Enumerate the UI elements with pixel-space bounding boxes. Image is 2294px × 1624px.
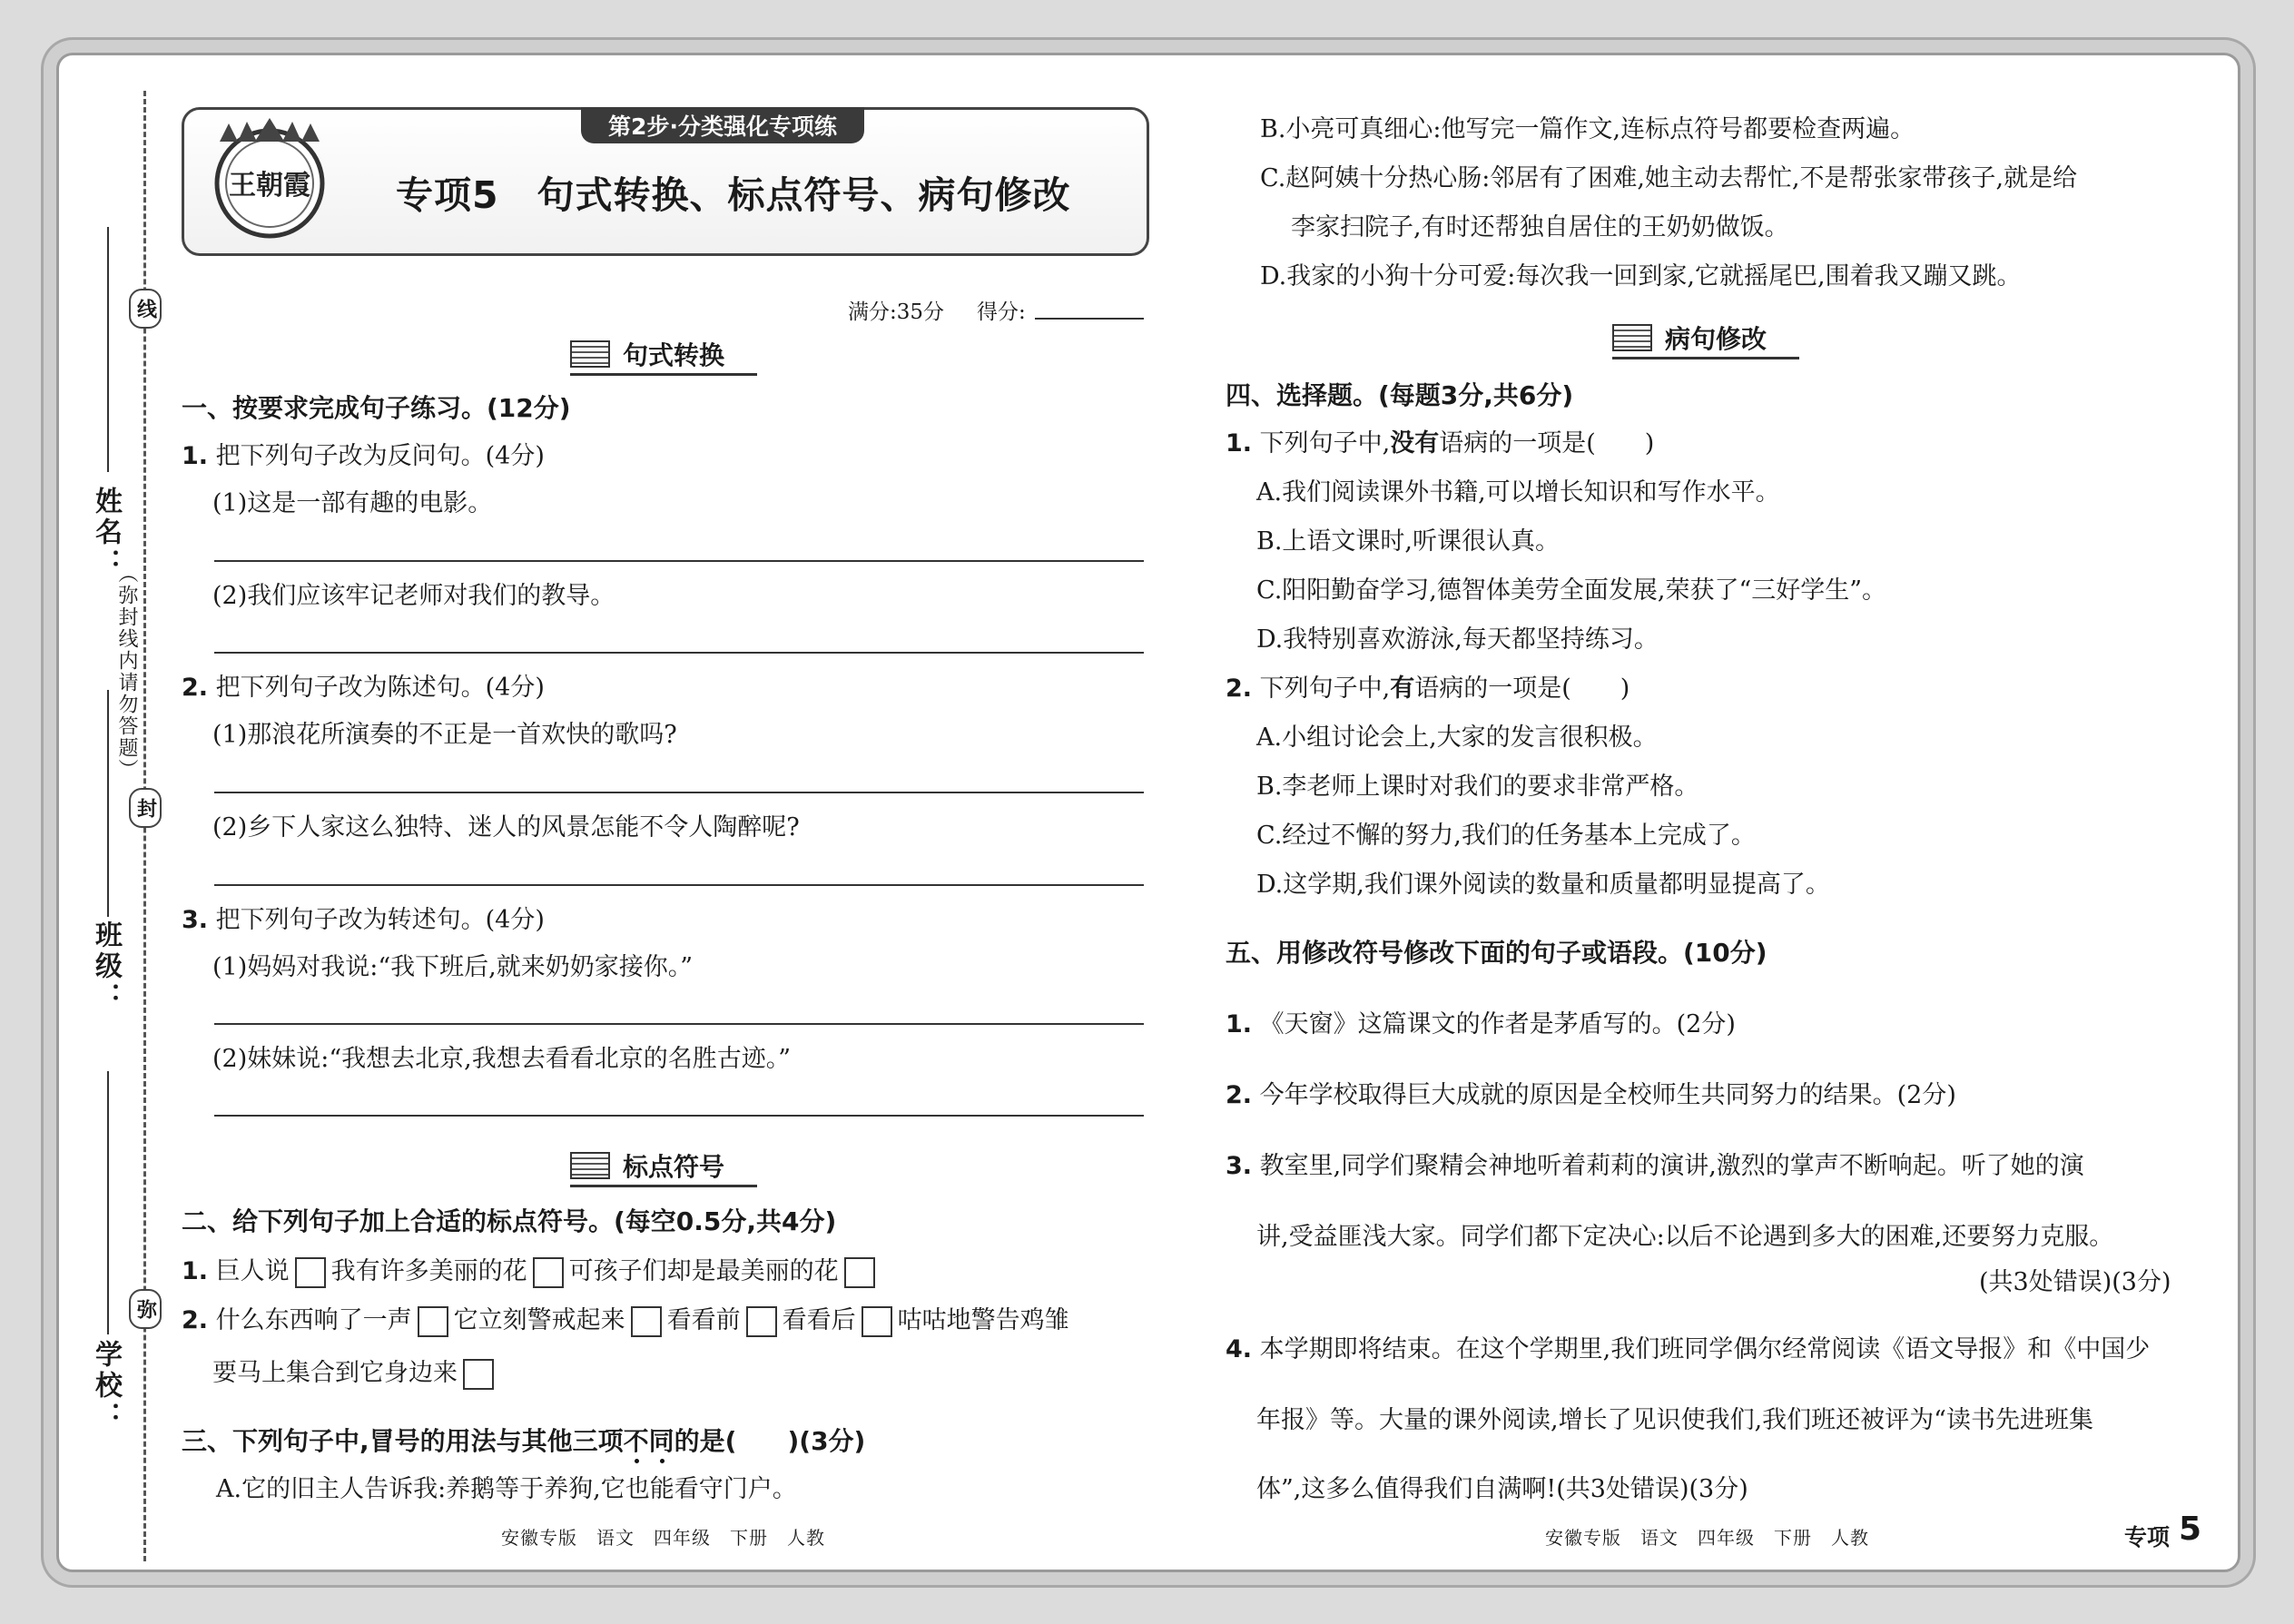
- q2-b: (2)乡下人家这么独特、迷人的风景怎能不令人陶醉呢?: [212, 813, 800, 842]
- banner-label: 标点符号: [623, 1152, 725, 1182]
- school-label: 学校：: [90, 1340, 122, 1432]
- publisher-logo: [202, 114, 338, 241]
- c2-d: D.这学期,我们课外阅读的数量和质量都明显提高了。: [1256, 871, 1830, 899]
- name-label: 姓名：: [90, 487, 122, 579]
- section5-title: 五、用修改符号修改下面的句子或语段。(10分): [1226, 938, 1767, 968]
- banner-sentence-transform: [570, 338, 724, 370]
- punct-box[interactable]: [631, 1306, 662, 1337]
- s3-option-b: B.小亮可真细心:他写完一篇作文,连标点符号都要检查两遍。: [1260, 115, 1915, 143]
- punct-box[interactable]: [463, 1359, 494, 1390]
- step-tab: 第2步·分类强化专项练: [581, 107, 864, 143]
- r4-line3: 体”,这多么值得我们自满啊!(共3处错误)(3分): [1256, 1475, 1748, 1503]
- binding-mark-feng: 封: [129, 788, 162, 828]
- r4-line2: 年报》等。大量的课外阅读,增长了见识使我们,我们班还被评为“读书先进班集: [1256, 1406, 2093, 1434]
- punct-box[interactable]: [418, 1306, 448, 1337]
- q2-a: (1)那浪花所演奏的不正是一首欢快的歌吗?: [212, 721, 677, 749]
- s3-option-a: A.它的旧主人告诉我:养鹅等于养狗,它也能看守门户。: [216, 1475, 797, 1503]
- c1-a: A.我们阅读课外书籍,可以增长知识和写作水平。: [1256, 478, 1780, 507]
- name-blank[interactable]: [107, 227, 109, 472]
- c1-d: D.我特别喜欢游泳,每天都坚持练习。: [1256, 625, 1659, 654]
- r1: 1. 《天窗》这篇课文的作者是茅盾写的。(2分): [1226, 1010, 1736, 1038]
- p2: 2. 什么东西响了一声 它立刻警戒起来 看看前 看看后 咕咕地警告鸡雏: [182, 1300, 1069, 1337]
- class-label: 班级：: [90, 920, 122, 1013]
- q3-a: (1)妈妈对我说:“我下班后,就来奶奶家接你。”: [212, 953, 694, 981]
- section4-title: 四、选择题。(每题3分,共6分): [1226, 380, 1574, 410]
- s3-option-c-cont: 李家扫院子,有时还帮独自居住的王奶奶做饭。: [1291, 213, 1789, 241]
- c2-a: A.小组讨论会上,大家的发言很积极。: [1256, 723, 1658, 752]
- s3-option-c: C.赵阿姨十分热心肠:邻居有了困难,她主动去帮忙,不是帮张家带孩子,就是给: [1260, 164, 2078, 192]
- score-blank[interactable]: [1035, 318, 1144, 320]
- section1-title: 一、按要求完成句子练习。(12分): [182, 393, 571, 423]
- page-number: 5: [2179, 1511, 2202, 1548]
- section2-title: 二、给下列句子加上合适的标点符号。(每空0.5分,共4分): [182, 1206, 837, 1236]
- answer-line[interactable]: [214, 1115, 1144, 1117]
- section3-title: 三、下列句子中,冒号的用法与其他三项不同的是( )(3分): [182, 1426, 866, 1456]
- footer-right: 安徽专版 语文 四年级 下册 人教: [1545, 1527, 1869, 1549]
- answer-line[interactable]: [214, 652, 1144, 654]
- answer-line[interactable]: [214, 792, 1144, 793]
- page-label: 专项: [2124, 1524, 2171, 1550]
- answer-line[interactable]: [214, 884, 1144, 886]
- page-title: 专项5 句式转换、标点符号、病句修改: [396, 173, 1071, 217]
- punct-box[interactable]: [844, 1257, 875, 1288]
- q1: 1. 把下列句子改为反问句。(4分): [182, 442, 545, 470]
- class-blank[interactable]: [107, 690, 109, 917]
- punct-box[interactable]: [746, 1306, 777, 1337]
- c1: 1. 下列句子中,没有语病的一项是( ): [1226, 429, 1655, 458]
- school-blank[interactable]: [107, 1071, 109, 1334]
- r3-line3: (共3处错误)(3分): [1979, 1268, 2171, 1296]
- r4: 4. 本学期即将结束。在这个学期里,我们班同学偶尔经常阅读《语文导报》和《中国少: [1226, 1335, 2151, 1363]
- s3-option-d: D.我家的小狗十分可爱:每次我一回到家,它就摇尾巴,围着我又蹦又跳。: [1260, 262, 2022, 290]
- banner-label: 句式转换: [623, 340, 725, 370]
- q3-b: (2)妹妹说:“我想去北京,我想去看看北京的名胜古迹。”: [212, 1045, 792, 1073]
- binding-mark-xian: 线: [129, 289, 162, 329]
- c2: 2. 下列句子中,有语病的一项是( ): [1226, 674, 1630, 703]
- score-label: 得分:: [977, 300, 1026, 324]
- c1-c: C.阳阳勤奋学习,德智体美劳全面发展,荣获了“三好学生”。: [1256, 576, 1887, 605]
- r3-line2: 讲,受益匪浅大家。同学们都下定决心:以后不论遇到多大的困难,还要努力克服。: [1256, 1223, 2114, 1251]
- c2-b: B.李老师上课时对我们的要求非常严格。: [1256, 773, 1699, 801]
- q1-a: (1)这是一部有趣的电影。: [212, 489, 493, 517]
- footer-left: 安徽专版 语文 四年级 下册 人教: [501, 1527, 825, 1549]
- punct-box[interactable]: [533, 1257, 564, 1288]
- banner-label: 病句修改: [1665, 324, 1767, 354]
- r2: 2. 今年学校取得巨大成就的原因是全校师生共同努力的结果。(2分): [1226, 1081, 1956, 1109]
- q2: 2. 把下列句子改为陈述句。(4分): [182, 674, 545, 702]
- q1-b: (2)我们应该牢记老师对我们的教导。: [212, 582, 615, 610]
- binding-mark-mi: 弥: [129, 1289, 162, 1329]
- c1-b: B.上语文课时,听课很认真。: [1256, 527, 1561, 556]
- answer-line[interactable]: [214, 1023, 1144, 1025]
- banner-sentence-correction: [1612, 321, 1767, 354]
- full-score: 满分:35分: [848, 300, 945, 324]
- q3: 3. 把下列句子改为转述句。(4分): [182, 906, 545, 934]
- punct-box[interactable]: [295, 1257, 326, 1288]
- c2-c: C.经过不懈的努力,我们的任务基本上完成了。: [1256, 822, 1756, 850]
- r3: 3. 教室里,同学们聚精会神地听着莉莉的演讲,激烈的掌声不断响起。听了她的演: [1226, 1152, 2084, 1180]
- p1: 1. 巨人说 我有许多美丽的花 可孩子们却是最美丽的花: [182, 1251, 881, 1288]
- banner-punctuation: [570, 1149, 724, 1182]
- punct-box[interactable]: [861, 1306, 892, 1337]
- answer-line[interactable]: [214, 560, 1144, 562]
- binding-note: （弥封线内请勿答题）: [115, 563, 138, 781]
- logo-text: 王朝霞: [229, 170, 310, 202]
- p2-cont: 要马上集合到它身边来: [212, 1353, 499, 1390]
